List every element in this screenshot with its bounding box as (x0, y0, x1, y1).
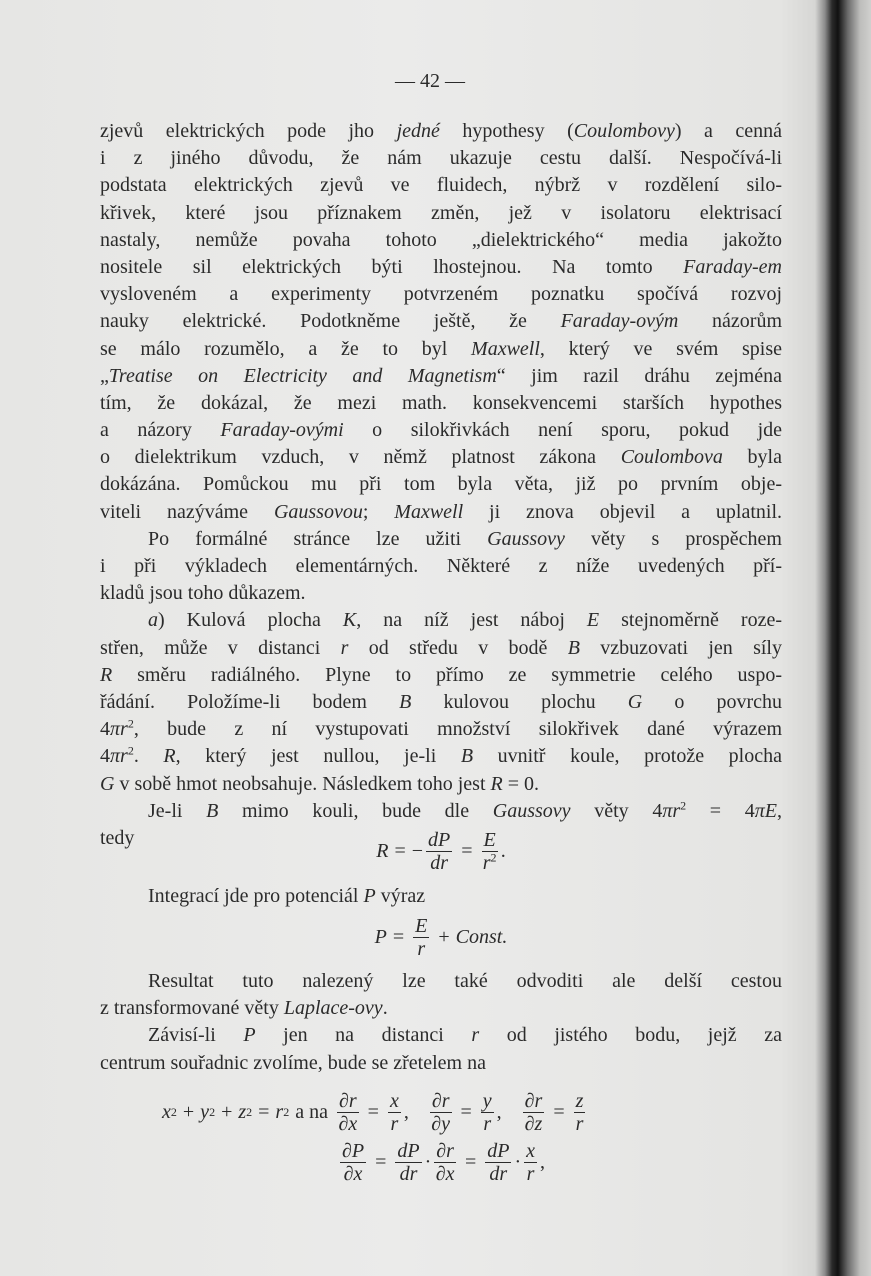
denominator (482, 849, 497, 874)
math-token: · (514, 1150, 522, 1173)
text-segment: věty s prospěchem (564, 527, 782, 550)
math-token: dr (399, 1162, 418, 1185)
math-token: dr (489, 1162, 508, 1185)
math-token: r (275, 1100, 284, 1123)
math-token: z (575, 1089, 584, 1112)
italic-text: Gaussovy (492, 799, 571, 822)
math-token: x (162, 1100, 171, 1123)
math-token: r (575, 1112, 584, 1135)
math-token: = (553, 1100, 565, 1123)
math-token: x (389, 1089, 399, 1112)
fraction (413, 915, 429, 960)
math-token: , (496, 1100, 502, 1123)
fraction (574, 1090, 586, 1135)
body-text-block (100, 883, 782, 910)
fraction (482, 829, 498, 874)
text-segment: i při výkladech elementárných. Některé z níže uvedených pří- (100, 555, 782, 577)
text-segment: , který ve svém spise (539, 337, 783, 360)
math-token: r (390, 1112, 399, 1135)
text-line (100, 553, 782, 580)
math-token: ∂z (524, 1112, 543, 1135)
text-line (100, 1050, 782, 1077)
equation-coordinates: x 2 + y 2 + z 2 = r 2 a na $\frac{\partial r}{\partial x}$ = $\frac{x}{r}$ , $\frac{\partial r}{\partial y}$ = $\frac{y}{r}$ , $\frac{\partial r}{\partial z}$ = $\frac{z}{r}$ (162, 1089, 584, 1135)
equation-potential (100, 912, 782, 962)
math-token: ∂r (436, 1139, 454, 1162)
italic-text: B (399, 690, 412, 713)
italic-text: Gaussovou (273, 500, 363, 523)
equation-field-strength (100, 826, 782, 876)
math-token: ∂x (338, 1112, 358, 1135)
math-token: = (464, 1150, 477, 1173)
math-token: z (238, 1100, 247, 1123)
math-token: = (460, 1100, 472, 1123)
italic-text: πr (110, 745, 128, 768)
eq-operator: = (461, 839, 473, 862)
superscript: 2 (680, 798, 687, 813)
math-token: , (540, 1150, 545, 1173)
text-segment: střen, může v distanci (100, 636, 341, 659)
math-token: r (526, 1162, 535, 1185)
fraction (395, 1140, 421, 1185)
italic-text: B (567, 636, 580, 659)
text-segment: ) a cenná (674, 120, 782, 142)
math-token: ∂y (431, 1112, 451, 1135)
text-segment: zjevů elektrických pode jho (100, 120, 397, 142)
italic-text: Maxwell (394, 500, 464, 523)
italic-text: R (100, 663, 113, 686)
text-segment: Resultat tuto nalezený lze také odvoditi ale delší cestou (148, 970, 782, 992)
italic-text: πr (662, 799, 681, 822)
text-line (100, 308, 782, 335)
superscript: 2 (127, 743, 134, 758)
italic-text: πr (110, 718, 128, 741)
fraction (434, 1140, 456, 1185)
text-segment: kulovou plochu (411, 690, 628, 713)
text-segment: “ jim razil dráhu zejména (496, 364, 782, 387)
text-line (100, 1022, 782, 1049)
text-line (100, 336, 782, 363)
text-segment: centrum souřadnic zvolíme, bude se zřetelem na (100, 1051, 486, 1074)
italic-text: G (100, 772, 115, 795)
text-segment: a názory (100, 419, 221, 442)
text-line (100, 883, 782, 910)
fraction (524, 1140, 537, 1185)
fraction (430, 1090, 452, 1135)
italic-text: P (243, 1024, 256, 1047)
text-segment: = 0. (502, 772, 539, 795)
italic-text: K (342, 609, 357, 632)
text-segment: názorům (678, 310, 782, 333)
text-segment: od jistého bodu, jejž za (479, 1024, 782, 1047)
math-token: dP (397, 1139, 420, 1162)
fraction (340, 1140, 366, 1185)
text-segment: 4 (100, 718, 110, 741)
math-token: dP (487, 1139, 510, 1162)
text-line (100, 635, 782, 662)
text-line (100, 417, 782, 444)
italic-text: Faraday-em (683, 255, 782, 278)
text-segment: viteli nazýváme (100, 500, 274, 523)
text-line (100, 526, 782, 553)
numerator: dP (428, 828, 451, 851)
text-line (100, 444, 782, 471)
math-token: ∂r (431, 1089, 450, 1112)
math-token: ∂r (338, 1089, 357, 1112)
eq-constant: Const. (455, 925, 508, 948)
text-segment: i z jiného důvodu, že nám ukazuje cestu další. Nespočívá-li (100, 147, 782, 170)
text-line (100, 227, 782, 254)
text-segment: vysloveném a experimenty potvrzeném poznatku spočívá rozvoj (100, 283, 782, 306)
text-segment: se málo rozumělo, a že to byl (100, 337, 472, 360)
text-line (100, 363, 782, 390)
text-segment: kladů jsou toho důkazem. (100, 582, 306, 605)
italic-text: a (148, 609, 158, 632)
math-token: ∂P (341, 1139, 365, 1162)
fraction (388, 1090, 401, 1135)
italic-text: P (363, 885, 376, 907)
text-line (100, 254, 782, 281)
text-segment: křivek, které jsou příznakem změn, jež v isolatoru elektrisací (100, 201, 782, 224)
text-segment: od středu v bodě (348, 636, 568, 659)
text-segment: věty 4 (570, 799, 663, 822)
text-segment: Je-li (148, 799, 207, 822)
math-token: = (375, 1150, 387, 1173)
text-segment: vzbuzovati jen síly (579, 636, 782, 659)
math-token: y (482, 1089, 492, 1112)
text-segment: podstata elektrických zjevů ve fluidech, nýbrž v rozdělení silo- (100, 174, 782, 197)
eq-operator: = (392, 925, 405, 948)
text-line (100, 995, 782, 1022)
equation-chain-rule (100, 1136, 782, 1188)
text-segment: byla (722, 446, 782, 469)
text-line (100, 471, 782, 498)
text-line (100, 662, 782, 689)
fraction (337, 1090, 359, 1135)
fraction (426, 829, 452, 874)
math-token: = (258, 1100, 270, 1123)
text-line (100, 716, 782, 743)
text-segment: Závisí-li (148, 1024, 244, 1047)
text-segment: stejnoměrně roze- (599, 609, 782, 632)
italic-text: G (627, 690, 643, 713)
eq-operator: − (411, 839, 424, 862)
text-segment: v sobě hmot neobsahuje. Následkem toho jest (114, 772, 491, 795)
italic-text: Maxwell (471, 337, 540, 360)
italic-text: Treatise on Electricity and Magnetism (108, 364, 497, 387)
math-token: , (403, 1100, 409, 1123)
text-line (100, 118, 782, 145)
text-segment: tím, že dokázal, že mezi math. konsekvencemi starších hypothes (100, 391, 782, 414)
denominator: dr (430, 851, 449, 874)
text-segment: nastaly, nemůže povaha tohoto „dielektrického“ media jakožto (100, 228, 782, 251)
eq-symbol: R (376, 839, 389, 862)
italic-text: Gaussovy (487, 527, 565, 550)
text-line (100, 607, 782, 634)
text-line (100, 798, 782, 825)
italic-text: Faraday-ovým (560, 310, 679, 333)
math-token: 2 (490, 849, 497, 864)
italic-text: R (490, 772, 503, 795)
italic-text: Laplace-ovy (283, 997, 383, 1020)
text-segment: ji znova objevil a uplatnil. (463, 500, 782, 523)
italic-text: r (340, 636, 349, 659)
text-line (100, 200, 782, 227)
numerator: E (415, 914, 428, 937)
text-segment: ; (362, 500, 395, 523)
text-segment: dokázána. Pomůckou mu při tom byla věta, již po prvním obje- (100, 473, 782, 496)
eq-conjunction: a na (295, 1100, 328, 1123)
text-segment: mimo kouli, bude dle (218, 799, 493, 822)
text-line (100, 390, 782, 417)
math-token: · (424, 1150, 432, 1173)
math-token: ∂x (343, 1162, 363, 1185)
page-number: — 42 — (395, 70, 465, 92)
text-segment: Integrací jde pro potenciál (148, 885, 364, 907)
math-token: r (483, 1112, 492, 1135)
fraction (523, 1090, 545, 1135)
text-segment: „ (100, 364, 109, 387)
text-segment: . (382, 997, 388, 1020)
text-segment: ) Kulová plocha (158, 609, 343, 632)
math-token: + (182, 1100, 195, 1123)
text-segment: Po formálné stránce lze užiti (148, 527, 488, 550)
text-segment: tedy (100, 826, 135, 849)
text-segment: , (777, 799, 783, 822)
eq-operator: + (438, 925, 450, 948)
text-segment: . (133, 745, 164, 768)
math-token: r (482, 851, 491, 874)
text-segment: o dielektrikum vzduch, v němž platnost zákona (100, 446, 621, 469)
text-line (100, 172, 782, 199)
text-segment: , který jest nullou, je-li (175, 745, 461, 768)
text-segment: hypothesy ( (439, 120, 574, 142)
text-segment: směru radiálného. Plyne to přímo ze symmetrie celého uspo- (112, 663, 782, 686)
text-segment: o povrchu (642, 690, 782, 713)
text-segment: nositele sil elektrických býti lhostejnou. Na tomto (100, 255, 684, 278)
text-segment: nauky elektrické. Podotkněme ještě, že (100, 310, 561, 333)
math-token: ∂r (524, 1089, 543, 1112)
text-line (100, 580, 782, 607)
text-line (100, 281, 782, 308)
fraction (481, 1090, 494, 1135)
italic-text: r (471, 1024, 480, 1047)
italic-text: πE (754, 799, 778, 822)
math-token: y (200, 1100, 210, 1123)
italic-text: E (586, 609, 600, 632)
eq-symbol: P (374, 925, 387, 948)
eq-punct: . (500, 839, 506, 862)
italic-text: jedné (396, 120, 440, 142)
math-token: x (526, 1139, 535, 1162)
italic-text: B (206, 799, 219, 822)
text-segment: výraz (375, 885, 426, 907)
text-line (100, 743, 782, 770)
text-segment: o silokřivkách není sporu, pokud jde (343, 419, 782, 442)
italic-text: B (460, 745, 474, 768)
italic-text: R (163, 745, 176, 768)
body-text-block (100, 118, 782, 852)
superscript: 2 (127, 716, 134, 731)
text-segment: , na níž jest náboj (356, 609, 587, 632)
text-line (100, 968, 782, 995)
body-text-block (100, 968, 782, 1077)
text-segment: 4 (100, 745, 110, 768)
text-line (100, 145, 782, 172)
text-segment: jen na distanci (255, 1024, 472, 1047)
text-segment: uvnitř koule, protože plocha (473, 745, 782, 768)
italic-text: Coulombova (620, 446, 723, 469)
text-line (100, 771, 782, 798)
text-line (100, 689, 782, 716)
math-token: ∂x (435, 1162, 455, 1185)
math-token: = (367, 1100, 379, 1123)
denominator: r (417, 937, 426, 960)
fraction (485, 1140, 511, 1185)
numerator: E (483, 828, 496, 851)
text-segment: = 4 (686, 799, 755, 822)
text-segment: , bude z ní vystupovati množství silokřivek dané výrazem (133, 718, 782, 741)
italic-text: Faraday-ovými (220, 419, 344, 442)
italic-text: Coulombovy (573, 120, 675, 142)
text-segment: z transformované věty (100, 997, 284, 1020)
math-token: + (221, 1100, 233, 1123)
text-segment: řádání. Položíme-li bodem (100, 690, 400, 713)
eq-operator: = (394, 839, 406, 862)
text-line (100, 499, 782, 526)
